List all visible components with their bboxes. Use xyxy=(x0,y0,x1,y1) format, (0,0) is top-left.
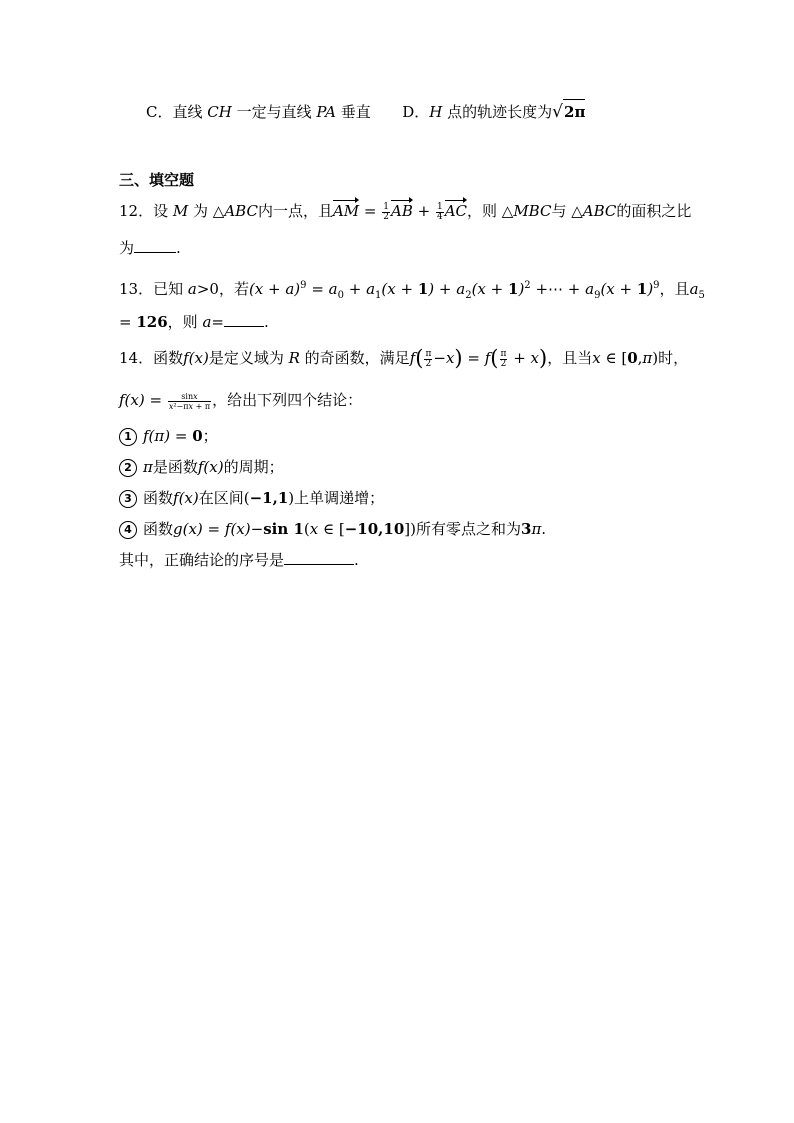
circled-4-icon: 4 xyxy=(119,521,137,539)
q13-line-1: 13．已知 a>0，若$(x + a)^9 = a_0 + a_1(x + 1) + a_2(x + 1)^2$ +⋯ + $a_9(x + 1)^9$，且$a_5$ xyxy=(119,280,705,301)
q14-line-2: f(x) = $\frac{\sin x}{\text{x²−πx + π}}$ ，给出下列四个结论： xyxy=(119,391,363,411)
option-c: C．直线 CH 一定与直线 PA 垂直 xyxy=(146,103,371,121)
q12-answer-blank[interactable] xyxy=(134,238,176,253)
option-d-value: 2π xyxy=(563,99,585,124)
q14-item-2: 2 π是函数f(x)的周期； xyxy=(119,455,284,479)
q12-line-1: 12．设 M 为 △ABC内一点，且AM = $\frac{1}{2}$ AB + $\frac{1}{4}$ AC，则 △MBC与 △ABC的面积之比 xyxy=(119,199,691,223)
q14-item-3: 3 函数f(x)在区间(−1,1)上单调递增； xyxy=(119,486,384,510)
q12-number: 12． xyxy=(119,202,154,220)
q13-answer-blank[interactable] xyxy=(224,312,264,327)
q14-answer-prompt: 其中，正确结论的序号是 . xyxy=(119,551,359,569)
q13-line-2: = 126，则 a= . xyxy=(119,313,269,331)
section-title: 三、填空题 xyxy=(119,171,195,189)
q14-item-1: 1 f(π) = 0； xyxy=(119,424,218,448)
q12-line-2: 为 . xyxy=(119,239,181,257)
circled-2-icon: 2 xyxy=(119,459,137,477)
q14-line-1: 14．函数f(x)是定义域为 R 的奇函数，满足f( $\frac{\pi}{2}$ −x) = f( $\frac{\pi}{2}$ + x)，且当x ∈ [0,π)时， xyxy=(119,346,689,370)
q14-answer-blank[interactable] xyxy=(284,550,354,565)
q14-number: 14． xyxy=(119,349,154,367)
circled-1-icon: 1 xyxy=(119,428,137,446)
options-line xyxy=(146,99,585,124)
option-d: D．H 点的轨迹长度为√2π xyxy=(402,103,585,121)
q13-number: 13． xyxy=(119,280,154,298)
q14-item-4: 4 函数g(x) = f(x)−sin 1(x ∈ [−10,10])所有零点之和为3π. xyxy=(119,517,546,541)
circled-3-icon: 3 xyxy=(119,490,137,508)
